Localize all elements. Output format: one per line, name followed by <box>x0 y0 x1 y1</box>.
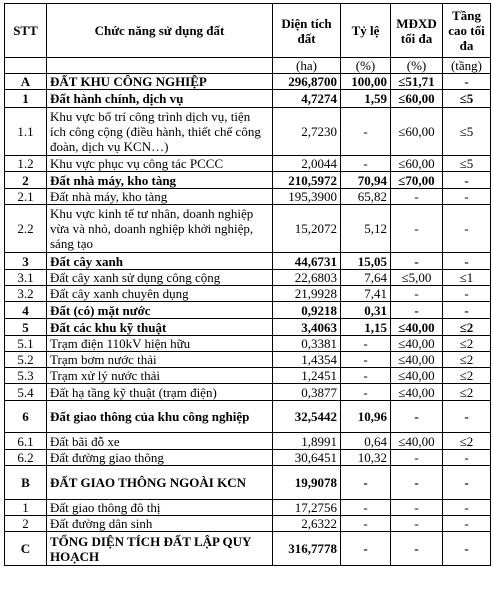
table-row <box>5 205 491 253</box>
row-area: 22,6803 <box>273 270 341 286</box>
row-stt: 6 <box>5 401 47 433</box>
row-mdxd: ≤40,00 <box>391 433 443 450</box>
row-stt: 6.1 <box>5 433 47 450</box>
units-row <box>5 58 491 74</box>
table-row <box>5 90 491 108</box>
row-mdxd: ≤5,00 <box>391 270 443 286</box>
row-ratio: 1,15 <box>341 319 391 336</box>
row-stt: 5 <box>5 319 47 336</box>
row-ratio: 5,12 <box>341 205 391 253</box>
row-mdxd: - <box>391 205 443 253</box>
row-height: - <box>443 172 491 189</box>
row-height: ≤2 <box>443 319 491 336</box>
row-stt: 1 <box>5 90 47 108</box>
row-area: 0,3381 <box>273 336 341 352</box>
row-height: ≤2 <box>443 368 491 384</box>
land-use-table <box>4 3 491 566</box>
row-ratio: - <box>341 108 391 156</box>
row-stt: 2 <box>5 172 47 189</box>
table-row <box>5 368 491 384</box>
header-area: Diện tích đất <box>273 4 341 58</box>
row-area: 1,8991 <box>273 433 341 450</box>
row-area: 316,7778 <box>273 532 341 566</box>
row-name: Đất cây xanh <box>47 253 273 270</box>
header-height: Tầng cao tối đa <box>443 4 491 58</box>
row-ratio: 70,94 <box>341 172 391 189</box>
row-stt: 1.2 <box>5 156 47 172</box>
row-area: 30,6451 <box>273 450 341 466</box>
table-row <box>5 156 491 172</box>
row-mdxd: ≤60,00 <box>391 90 443 108</box>
row-height: ≤2 <box>443 352 491 368</box>
table-row <box>5 433 491 450</box>
row-area: 296,8700 <box>273 74 341 90</box>
row-area: 32,5442 <box>273 401 341 433</box>
row-ratio: 100,00 <box>341 74 391 90</box>
table-row <box>5 302 491 319</box>
table-row <box>5 352 491 368</box>
row-ratio: 7,64 <box>341 270 391 286</box>
unit-height: (tầng) <box>443 58 491 74</box>
table-body <box>5 74 491 566</box>
row-name: Trạm bơm nước thải <box>47 352 273 368</box>
row-stt: 1 <box>5 500 47 516</box>
row-area: 2,6322 <box>273 516 341 532</box>
row-ratio: 65,82 <box>341 189 391 205</box>
row-height: - <box>443 516 491 532</box>
row-name: Khu vực phục vụ công tác PCCC <box>47 156 273 172</box>
table-row <box>5 384 491 401</box>
row-height: - <box>443 286 491 302</box>
table-row <box>5 401 491 433</box>
table-row <box>5 172 491 189</box>
row-mdxd: - <box>391 516 443 532</box>
table-row <box>5 286 491 302</box>
table-row <box>5 108 491 156</box>
row-name: Đất nhà máy, kho tàng <box>47 189 273 205</box>
row-ratio: 7,41 <box>341 286 391 302</box>
row-name: Đất hạ tầng kỹ thuật (trạm điện) <box>47 384 273 401</box>
row-stt: A <box>5 74 47 90</box>
row-stt: 3 <box>5 253 47 270</box>
row-area: 21,9928 <box>273 286 341 302</box>
row-name: Đất đường dân sinh <box>47 516 273 532</box>
row-name: ĐẤT GIAO THÔNG NGOÀI KCN <box>47 466 273 500</box>
row-mdxd: ≤40,00 <box>391 319 443 336</box>
unit-name <box>47 58 273 74</box>
row-stt: 5.3 <box>5 368 47 384</box>
row-stt: 2.2 <box>5 205 47 253</box>
row-ratio: - <box>341 352 391 368</box>
row-area: 17,2756 <box>273 500 341 516</box>
row-ratio: - <box>341 156 391 172</box>
row-height: ≤5 <box>443 90 491 108</box>
row-mdxd: - <box>391 466 443 500</box>
row-ratio: 15,05 <box>341 253 391 270</box>
row-height: ≤5 <box>443 156 491 172</box>
row-mdxd: - <box>391 532 443 566</box>
row-name: Khu vực bố trí công trình dịch vụ, tiện ích công cộng (điều hành, thiết chế công đoàn, dịch vụ KCN…) <box>47 108 273 156</box>
table-row <box>5 466 491 500</box>
row-mdxd: ≤40,00 <box>391 336 443 352</box>
row-mdxd: - <box>391 302 443 319</box>
row-height: ≤5 <box>443 108 491 156</box>
row-stt: 3.1 <box>5 270 47 286</box>
row-mdxd: - <box>391 450 443 466</box>
row-area: 15,2072 <box>273 205 341 253</box>
row-area: 1,4354 <box>273 352 341 368</box>
row-height: - <box>443 532 491 566</box>
row-stt: 5.4 <box>5 384 47 401</box>
table-row <box>5 450 491 466</box>
row-name: Đất giao thông đô thị <box>47 500 273 516</box>
row-mdxd: ≤51,71 <box>391 74 443 90</box>
row-height: ≤1 <box>443 270 491 286</box>
row-name: ĐẤT KHU CÔNG NGHIỆP <box>47 74 273 90</box>
row-mdxd: ≤60,00 <box>391 108 443 156</box>
row-ratio: 10,96 <box>341 401 391 433</box>
row-mdxd: ≤70,00 <box>391 172 443 189</box>
row-area: 210,5972 <box>273 172 341 189</box>
row-mdxd: ≤40,00 <box>391 368 443 384</box>
row-area: 195,3900 <box>273 189 341 205</box>
row-mdxd: - <box>391 286 443 302</box>
table-row <box>5 336 491 352</box>
row-height: - <box>443 205 491 253</box>
row-area: 1,2451 <box>273 368 341 384</box>
row-mdxd: - <box>391 500 443 516</box>
row-name: Đất cây xanh chuyên dụng <box>47 286 273 302</box>
row-mdxd: ≤60,00 <box>391 156 443 172</box>
row-stt: 2 <box>5 516 47 532</box>
header-name: Chức năng sử dụng đất <box>47 4 273 58</box>
unit-ratio: (%) <box>341 58 391 74</box>
row-ratio: 1,59 <box>341 90 391 108</box>
row-ratio: 0,31 <box>341 302 391 319</box>
row-name: TỔNG DIỆN TÍCH ĐẤT LẬP QUY HOẠCH <box>47 532 273 566</box>
header-mdxd: MĐXD tối đa <box>391 4 443 58</box>
row-mdxd: - <box>391 253 443 270</box>
row-name: Đất các khu kỹ thuật <box>47 319 273 336</box>
header-ratio: Tỷ lệ <box>341 4 391 58</box>
row-area: 44,6731 <box>273 253 341 270</box>
row-height: ≤2 <box>443 336 491 352</box>
row-name: Đất nhà máy, kho tàng <box>47 172 273 189</box>
row-area: 3,4063 <box>273 319 341 336</box>
row-mdxd: - <box>391 401 443 433</box>
row-stt: C <box>5 532 47 566</box>
row-name: Đất đường giao thông <box>47 450 273 466</box>
row-height: - <box>443 302 491 319</box>
row-stt: 5.2 <box>5 352 47 368</box>
row-mdxd: - <box>391 189 443 205</box>
row-height: - <box>443 466 491 500</box>
unit-area: (ha) <box>273 58 341 74</box>
row-ratio: - <box>341 500 391 516</box>
row-height: - <box>443 253 491 270</box>
header-stt: STT <box>5 4 47 58</box>
row-height: ≤2 <box>443 384 491 401</box>
row-stt: 2.1 <box>5 189 47 205</box>
table-row <box>5 189 491 205</box>
row-ratio: 10,32 <box>341 450 391 466</box>
table-row <box>5 74 491 90</box>
row-stt: 6.2 <box>5 450 47 466</box>
row-stt: B <box>5 466 47 500</box>
row-name: Trạm điện 110kV hiện hữu <box>47 336 273 352</box>
table-row <box>5 270 491 286</box>
row-name: Đất giao thông của khu công nghiệp <box>47 401 273 433</box>
row-mdxd: ≤40,00 <box>391 352 443 368</box>
unit-mdxd: (%) <box>391 58 443 74</box>
row-height: - <box>443 189 491 205</box>
table-row <box>5 253 491 270</box>
row-height: - <box>443 74 491 90</box>
row-ratio: - <box>341 384 391 401</box>
row-ratio: - <box>341 466 391 500</box>
table-row <box>5 532 491 566</box>
row-stt: 4 <box>5 302 47 319</box>
row-area: 19,9078 <box>273 466 341 500</box>
row-height: - <box>443 401 491 433</box>
row-height: ≤2 <box>443 433 491 450</box>
row-name: Trạm xử lý nước thải <box>47 368 273 384</box>
header-row <box>5 4 491 58</box>
row-ratio: - <box>341 336 391 352</box>
row-area: 0,9218 <box>273 302 341 319</box>
row-name: Đất (có) mặt nước <box>47 302 273 319</box>
row-name: Đất bãi đỗ xe <box>47 433 273 450</box>
row-area: 2,0044 <box>273 156 341 172</box>
table-row <box>5 516 491 532</box>
row-name: Đất cây xanh sử dụng công cộng <box>47 270 273 286</box>
row-mdxd: ≤40,00 <box>391 384 443 401</box>
row-stt: 1.1 <box>5 108 47 156</box>
row-ratio: - <box>341 532 391 566</box>
row-height: - <box>443 450 491 466</box>
row-ratio: - <box>341 368 391 384</box>
table-row <box>5 500 491 516</box>
row-stt: 3.2 <box>5 286 47 302</box>
row-area: 2,7230 <box>273 108 341 156</box>
row-area: 4,7274 <box>273 90 341 108</box>
row-stt: 5.1 <box>5 336 47 352</box>
row-area: 0,3877 <box>273 384 341 401</box>
row-name: Đất hành chính, dịch vụ <box>47 90 273 108</box>
row-ratio: - <box>341 516 391 532</box>
row-name: Khu vực kinh tế tư nhân, doanh nghiệp vừa và nhỏ, doanh nghiệp khởi nghiệp, sáng tạo <box>47 205 273 253</box>
table-row <box>5 319 491 336</box>
row-ratio: 0,64 <box>341 433 391 450</box>
unit-stt <box>5 58 47 74</box>
row-height: - <box>443 500 491 516</box>
